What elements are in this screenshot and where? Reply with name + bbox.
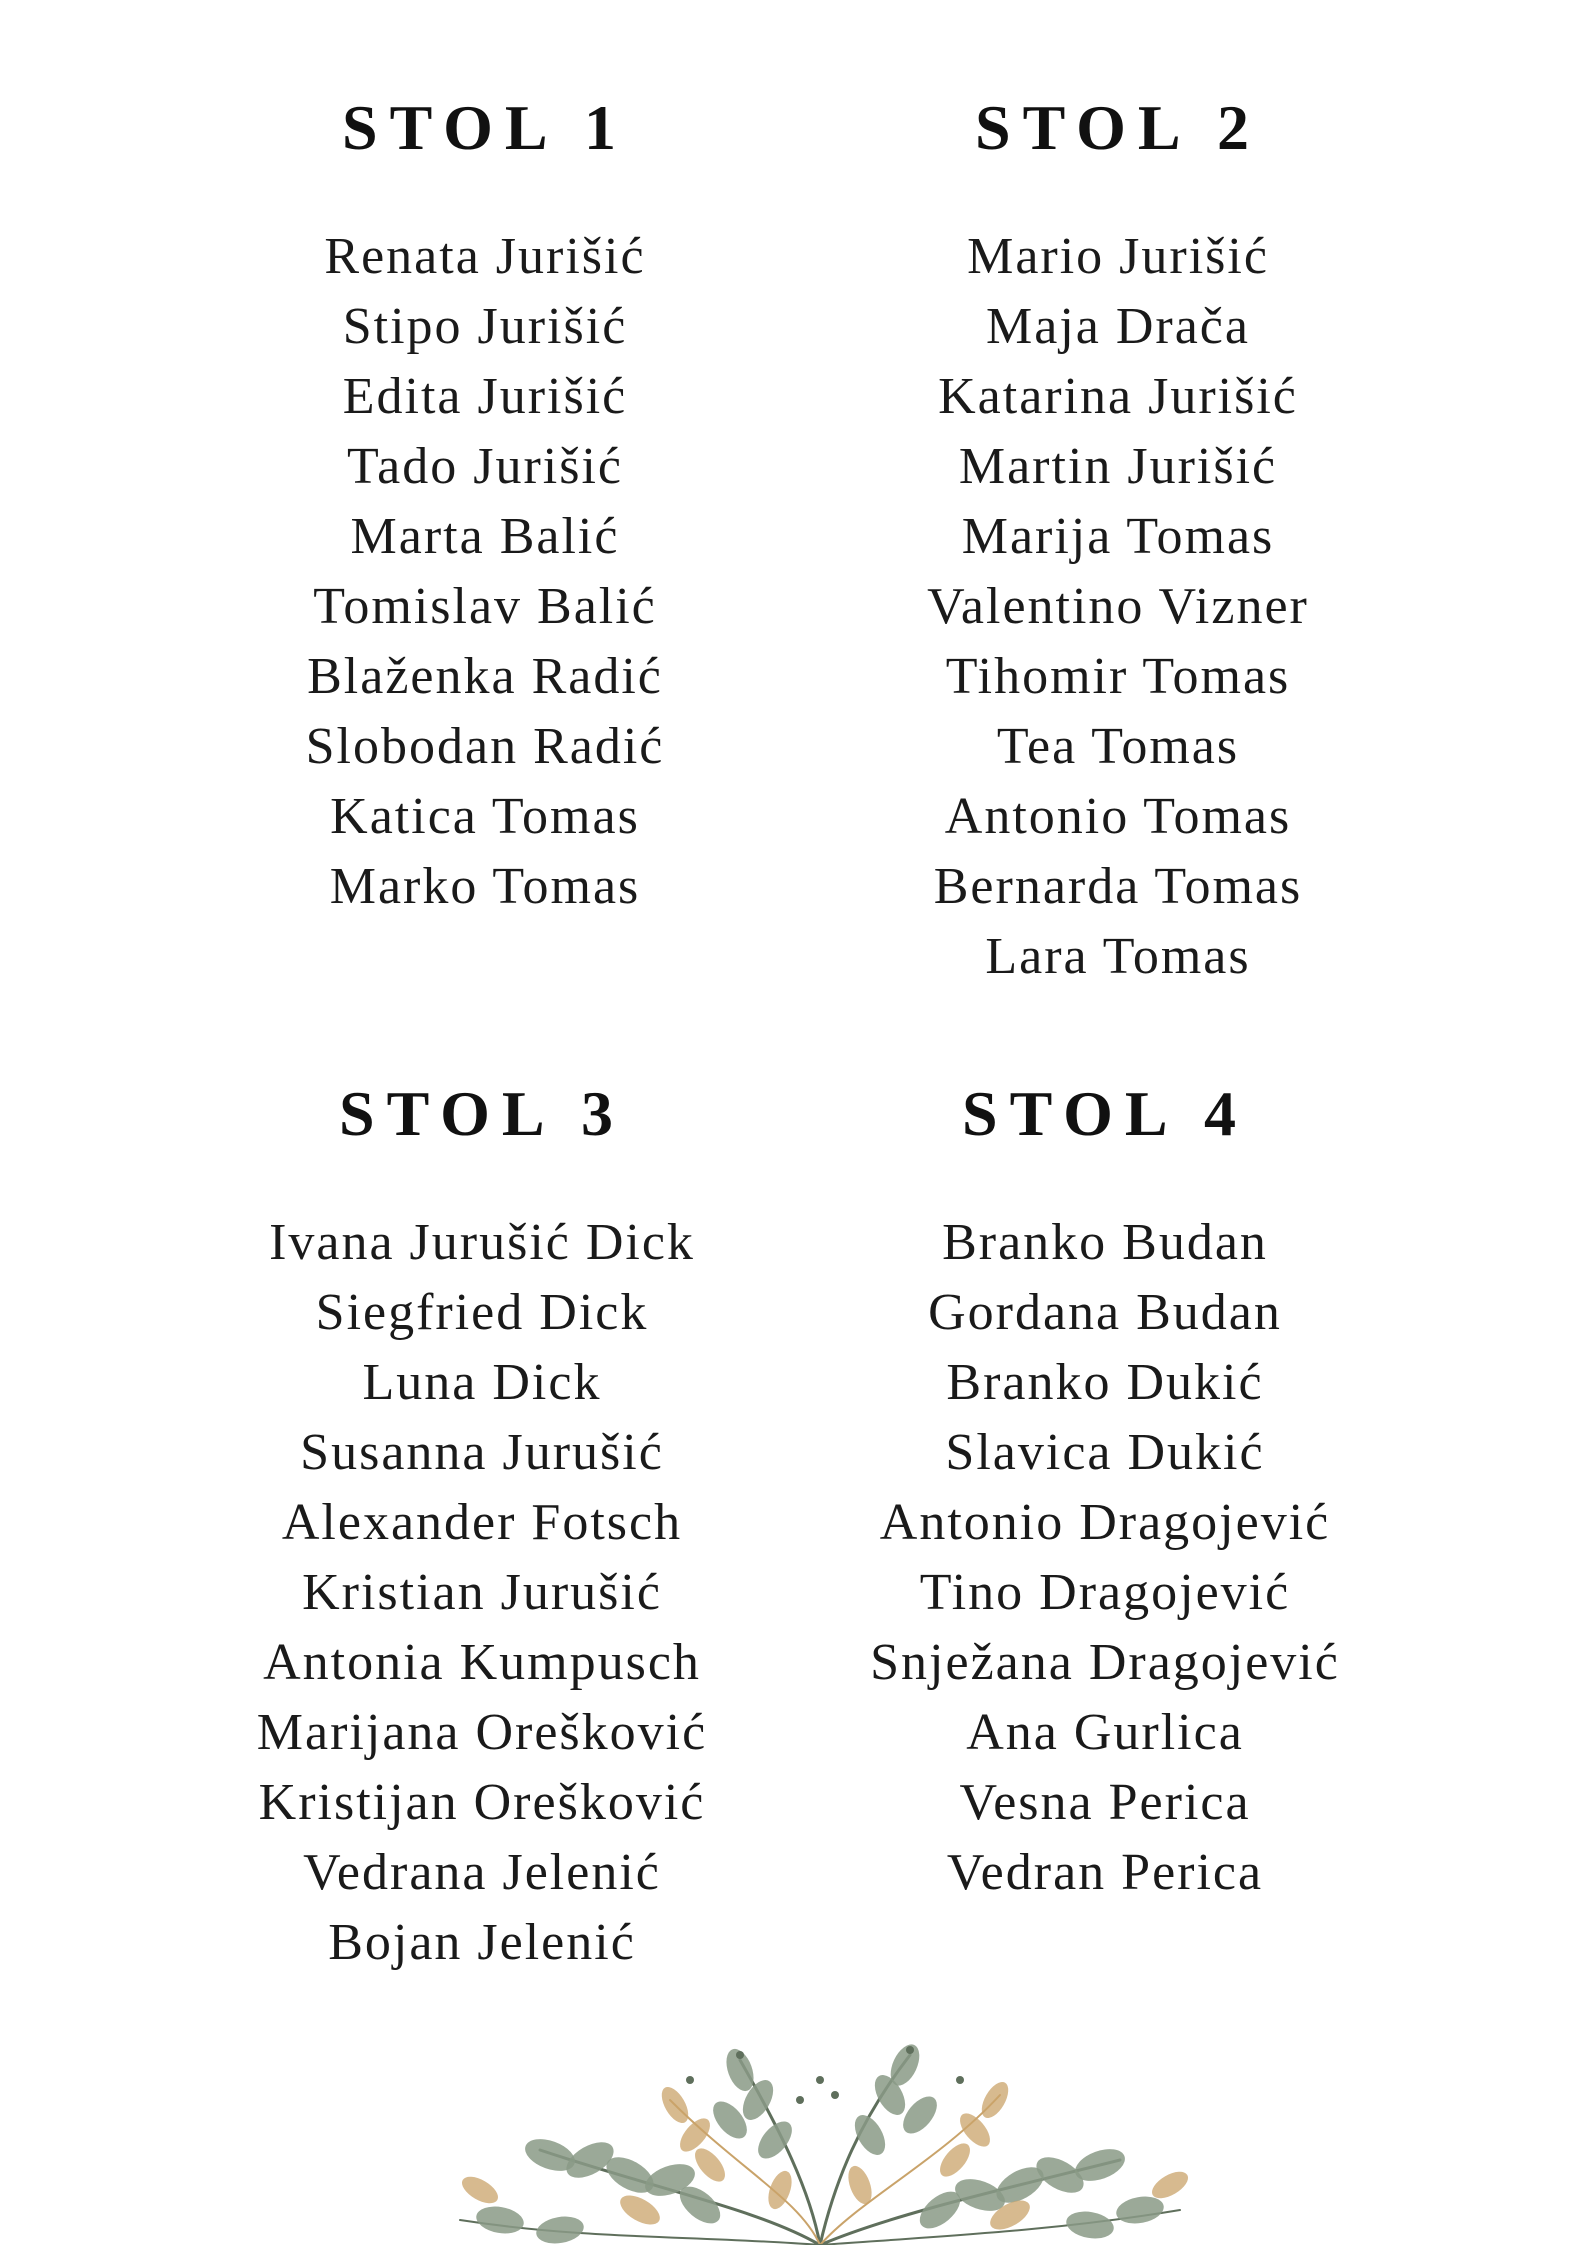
guest-name: Branko Dukić [946,1354,1264,1411]
leaf-shape [1114,2193,1166,2227]
guest-name: Slobodan Radić [305,718,665,775]
guest-name: Edita Jurišić [342,368,628,425]
table-2-guest-list [768,222,1468,992]
guest-name: Bernarda Tomas [933,858,1303,915]
guest-name: Katarina Jurišić [938,368,1298,425]
guest-name: Snježana Dragojević [870,1634,1340,1691]
guest-name: Marko Tomas [329,858,641,915]
leaf-shape [458,2171,503,2208]
leaf-shape [656,2083,693,2128]
guest-name: Ivana Jurušić Dick [269,1214,695,1271]
table-1-block [135,92,835,922]
guest-name: Kristian Jurušić [302,1564,662,1621]
stem-shape [740,2060,820,2245]
leaf-shape [934,2138,975,2181]
table-3-guest-list [132,1208,832,1978]
guest-name: Marijana Orešković [256,1704,708,1761]
leaf-shape [1064,2208,1116,2242]
guest-name: Tomislav Balić [313,578,657,635]
leaf-shape [534,2213,586,2245]
guest-name: Martin Jurišić [958,438,1278,495]
floral-svg [440,2040,1200,2245]
guest-name: Blaženka Radić [307,648,663,705]
table-1-guest-list [135,222,835,922]
guest-name: Slavica Dukić [945,1424,1265,1481]
guest-name: Siegfried Dick [315,1284,649,1341]
guest-name: Valentino Vizner [927,578,1309,635]
table-3-block [132,1078,832,1978]
guest-name: Antonio Tomas [944,788,1292,845]
guest-name: Lara Tomas [985,928,1251,985]
guest-name: Susanna Jurušić [300,1424,664,1481]
guest-name: Katica Tomas [330,788,640,845]
guest-name: Antonia Kumpusch [263,1634,701,1691]
table-2-title: STOL 2 [974,92,1262,163]
guest-name: Bojan Jelenić [328,1914,636,1971]
guest-name: Mario Jurišić [967,228,1269,285]
berry-shape [686,2076,694,2084]
guest-name: Maja Drača [986,298,1250,355]
table-4-guest-list [755,1208,1455,1908]
guest-name: Marija Tomas [961,508,1275,565]
table-4-block [755,1078,1455,1908]
guest-name: Stipo Jurišić [342,298,628,355]
guest-name: Vesna Perica [959,1774,1251,1831]
guest-name: Vedrana Jelenić [303,1844,661,1901]
guest-name: Branko Budan [942,1214,1268,1271]
guest-name: Gordana Budan [928,1284,1282,1341]
guest-name: Luna Dick [362,1354,602,1411]
guest-name: Alexander Fotsch [281,1494,683,1551]
guest-name: Tado Jurišić [347,438,623,495]
guest-name: Tino Dragojević [919,1564,1291,1621]
guest-name: Marta Balić [350,508,620,565]
guest-name: Vedran Perica [946,1844,1264,1901]
berry-shape [796,2096,804,2104]
table-3-title: STOL 3 [338,1078,626,1149]
table-4-title: STOL 4 [961,1078,1249,1149]
guest-name: Antonio Dragojević [879,1494,1331,1551]
table-2-block [768,92,1468,992]
floral-arrangement-icon [440,2040,1200,2245]
berry-shape [906,2046,914,2054]
guest-name: Tihomir Tomas [945,648,1291,705]
table-1-title: STOL 1 [341,92,629,163]
leaf-shape [976,2078,1013,2123]
guest-name: Kristijan Orešković [258,1774,706,1831]
berry-shape [816,2076,824,2084]
guest-name: Ana Gurlica [966,1704,1244,1761]
guest-name: Renata Jurišić [324,228,646,285]
guest-name: Tea Tomas [996,718,1240,775]
berry-shape [956,2076,964,2084]
berry-shape [831,2091,839,2099]
leaf-shape [474,2203,526,2237]
berry-shape [736,2051,744,2059]
